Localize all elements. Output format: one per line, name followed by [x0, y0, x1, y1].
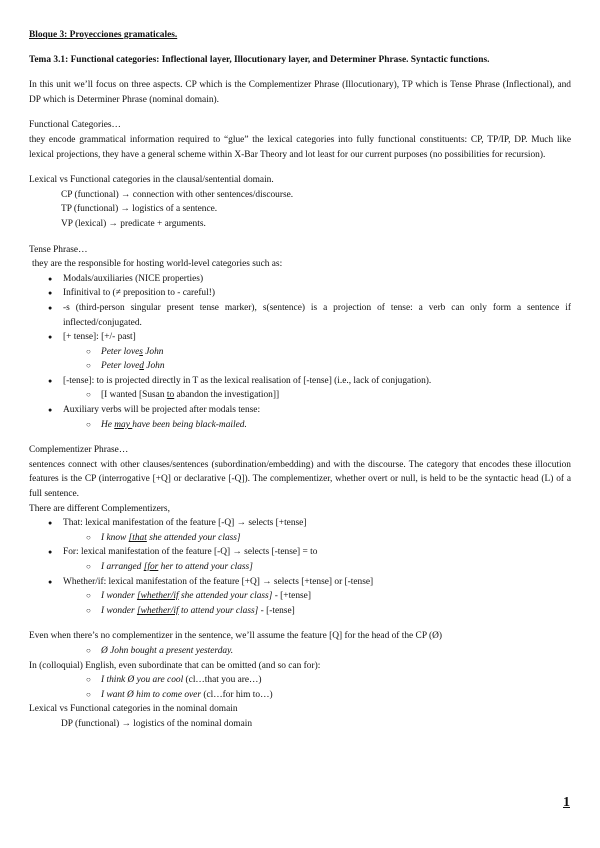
example-line: ○ I think Ø you are cool (cl…that you are…) — [29, 673, 571, 688]
list-item: ● For: lexical manifestation of the feature [-Q] → selects [-tense] = to ○ I arranged [for her to attend your class] — [29, 545, 571, 574]
comp-paragraph: sentences connect with other clauses/sentences (subordination/embedding) and with the discourse. The category that encodes these illocution features is the CP (interrogative [+Q] or declarative [-Q]). The complementizer, whether overt or null, is held to be the syntactic head (L) of a full sentence. — [29, 459, 571, 500]
list-item: ● Infinitival to (≠ preposition to - careful!) — [29, 286, 571, 301]
example-line: ○ He may have been being black-mailed. — [29, 418, 571, 433]
list-item: ● Modals/auxiliaries (NICE properties) — [29, 272, 571, 287]
comp-list — [29, 516, 571, 618]
example-line: ○ Ø John bought a present yesterday. — [29, 644, 571, 659]
example-line: ○ I wonder [whether/if to attend your class] - [-tense] — [29, 604, 571, 619]
vp-line: VP (lexical) → predicate + arguments. — [61, 218, 206, 229]
intro-paragraph: In this unit we’ll focus on three aspects. CP which is the Complementizer Phrase (Illocutionary), TP which is Tense Phrase (Inflectional), and DP which is Determiner Phrase (nominal domain). — [29, 80, 571, 105]
tense-heading: Tense Phrase… — [29, 244, 88, 255]
block-heading: Bloque 3: Proyecciones gramaticales. — [29, 30, 178, 40]
dp-line: DP (functional) → logistics of the nominal domain — [61, 718, 253, 729]
document-body — [29, 28, 571, 732]
example-line: ○ I want Ø him to come over (cl…for him to…) — [29, 688, 571, 703]
tense-list — [29, 272, 571, 433]
colloquial-line: In (colloquial) English, even subordinate that can be omitted (and so can for): — [29, 660, 321, 671]
tense-intro: they are the responsible for hosting world-level categories such as: — [32, 259, 283, 270]
even-paragraph: Even when there’s no complementizer in the sentence, we’ll assume the feature [Q] for the head of the CP (Ø) — [29, 631, 443, 642]
example-line: ○ Peter loves John — [29, 345, 571, 360]
list-item: ● Whether/if: lexical manifestation of the feature [+Q] → selects [+tense] or [-tense] ○ I wonder [whether/if she attended your class] - [+tense] ○ I wonder [whether/if to attend your class] - [-tense] — [29, 575, 571, 619]
list-item: ● That: lexical manifestation of the feature [-Q] → selects [+tense] ○ I know [that she attended your class] — [29, 516, 571, 545]
example-line: ○ Peter loved John — [29, 359, 571, 374]
tema-title: Tema 3.1: Functional categories: Inflectional layer, Illocutionary layer, and Determiner Phrase. Syntactic functions. — [29, 54, 490, 65]
comp-different: There are different Complementizers, — [29, 503, 170, 514]
list-item: ● [-tense]: to is projected directly in T as the lexical realisation of [-tense] (i.e., lack of conjugation). ○ [I wanted [Susan to abandon the investigation]] — [29, 374, 571, 403]
example-line: ○ I arranged [for her to attend your class] — [29, 560, 571, 575]
list-item: ● -s (third-person singular present tense marker), s(sentence) is a projection of tense: a verb can only form a sentence if inflected/conjugated. — [29, 301, 571, 330]
nominal-heading: Lexical vs Functional categories in the nominal domain — [29, 704, 238, 715]
comp-heading: Complementizer Phrase… — [29, 445, 129, 456]
functional-heading: Functional Categories… — [29, 120, 121, 131]
functional-paragraph: they encode grammatical information required to “glue” the lexical categories into fully functional constituents: CP, TP/IP, DP. Much like lexical projections, they have a general scheme within X-Bar Theory and lot least for our current purposes (no possibilities for recursion). — [29, 134, 571, 160]
example-line: ○ I wonder [whether/if she attended your class] - [+tense] — [29, 589, 571, 604]
example-line: ○ I know [that she attended your class] — [29, 531, 571, 546]
example-line: ○ [I wanted [Susan to abandon the investigation]] — [29, 388, 571, 403]
tp-line: TP (functional) → logistics of a sentence. — [61, 204, 218, 215]
list-item: ● [+ tense]: [+/- past] ○ Peter loves John ○ Peter loved John — [29, 330, 571, 374]
page-number: 1 — [563, 795, 570, 810]
list-item: ● Auxiliary verbs will be projected after modals tense: ○ He may have been being black-mailed. — [29, 403, 571, 432]
clausal-domain-heading: Lexical vs Functional categories in the clausal/sentential domain. — [29, 175, 274, 186]
cp-line: CP (functional) → connection with other sentences/discourse. — [61, 189, 294, 200]
